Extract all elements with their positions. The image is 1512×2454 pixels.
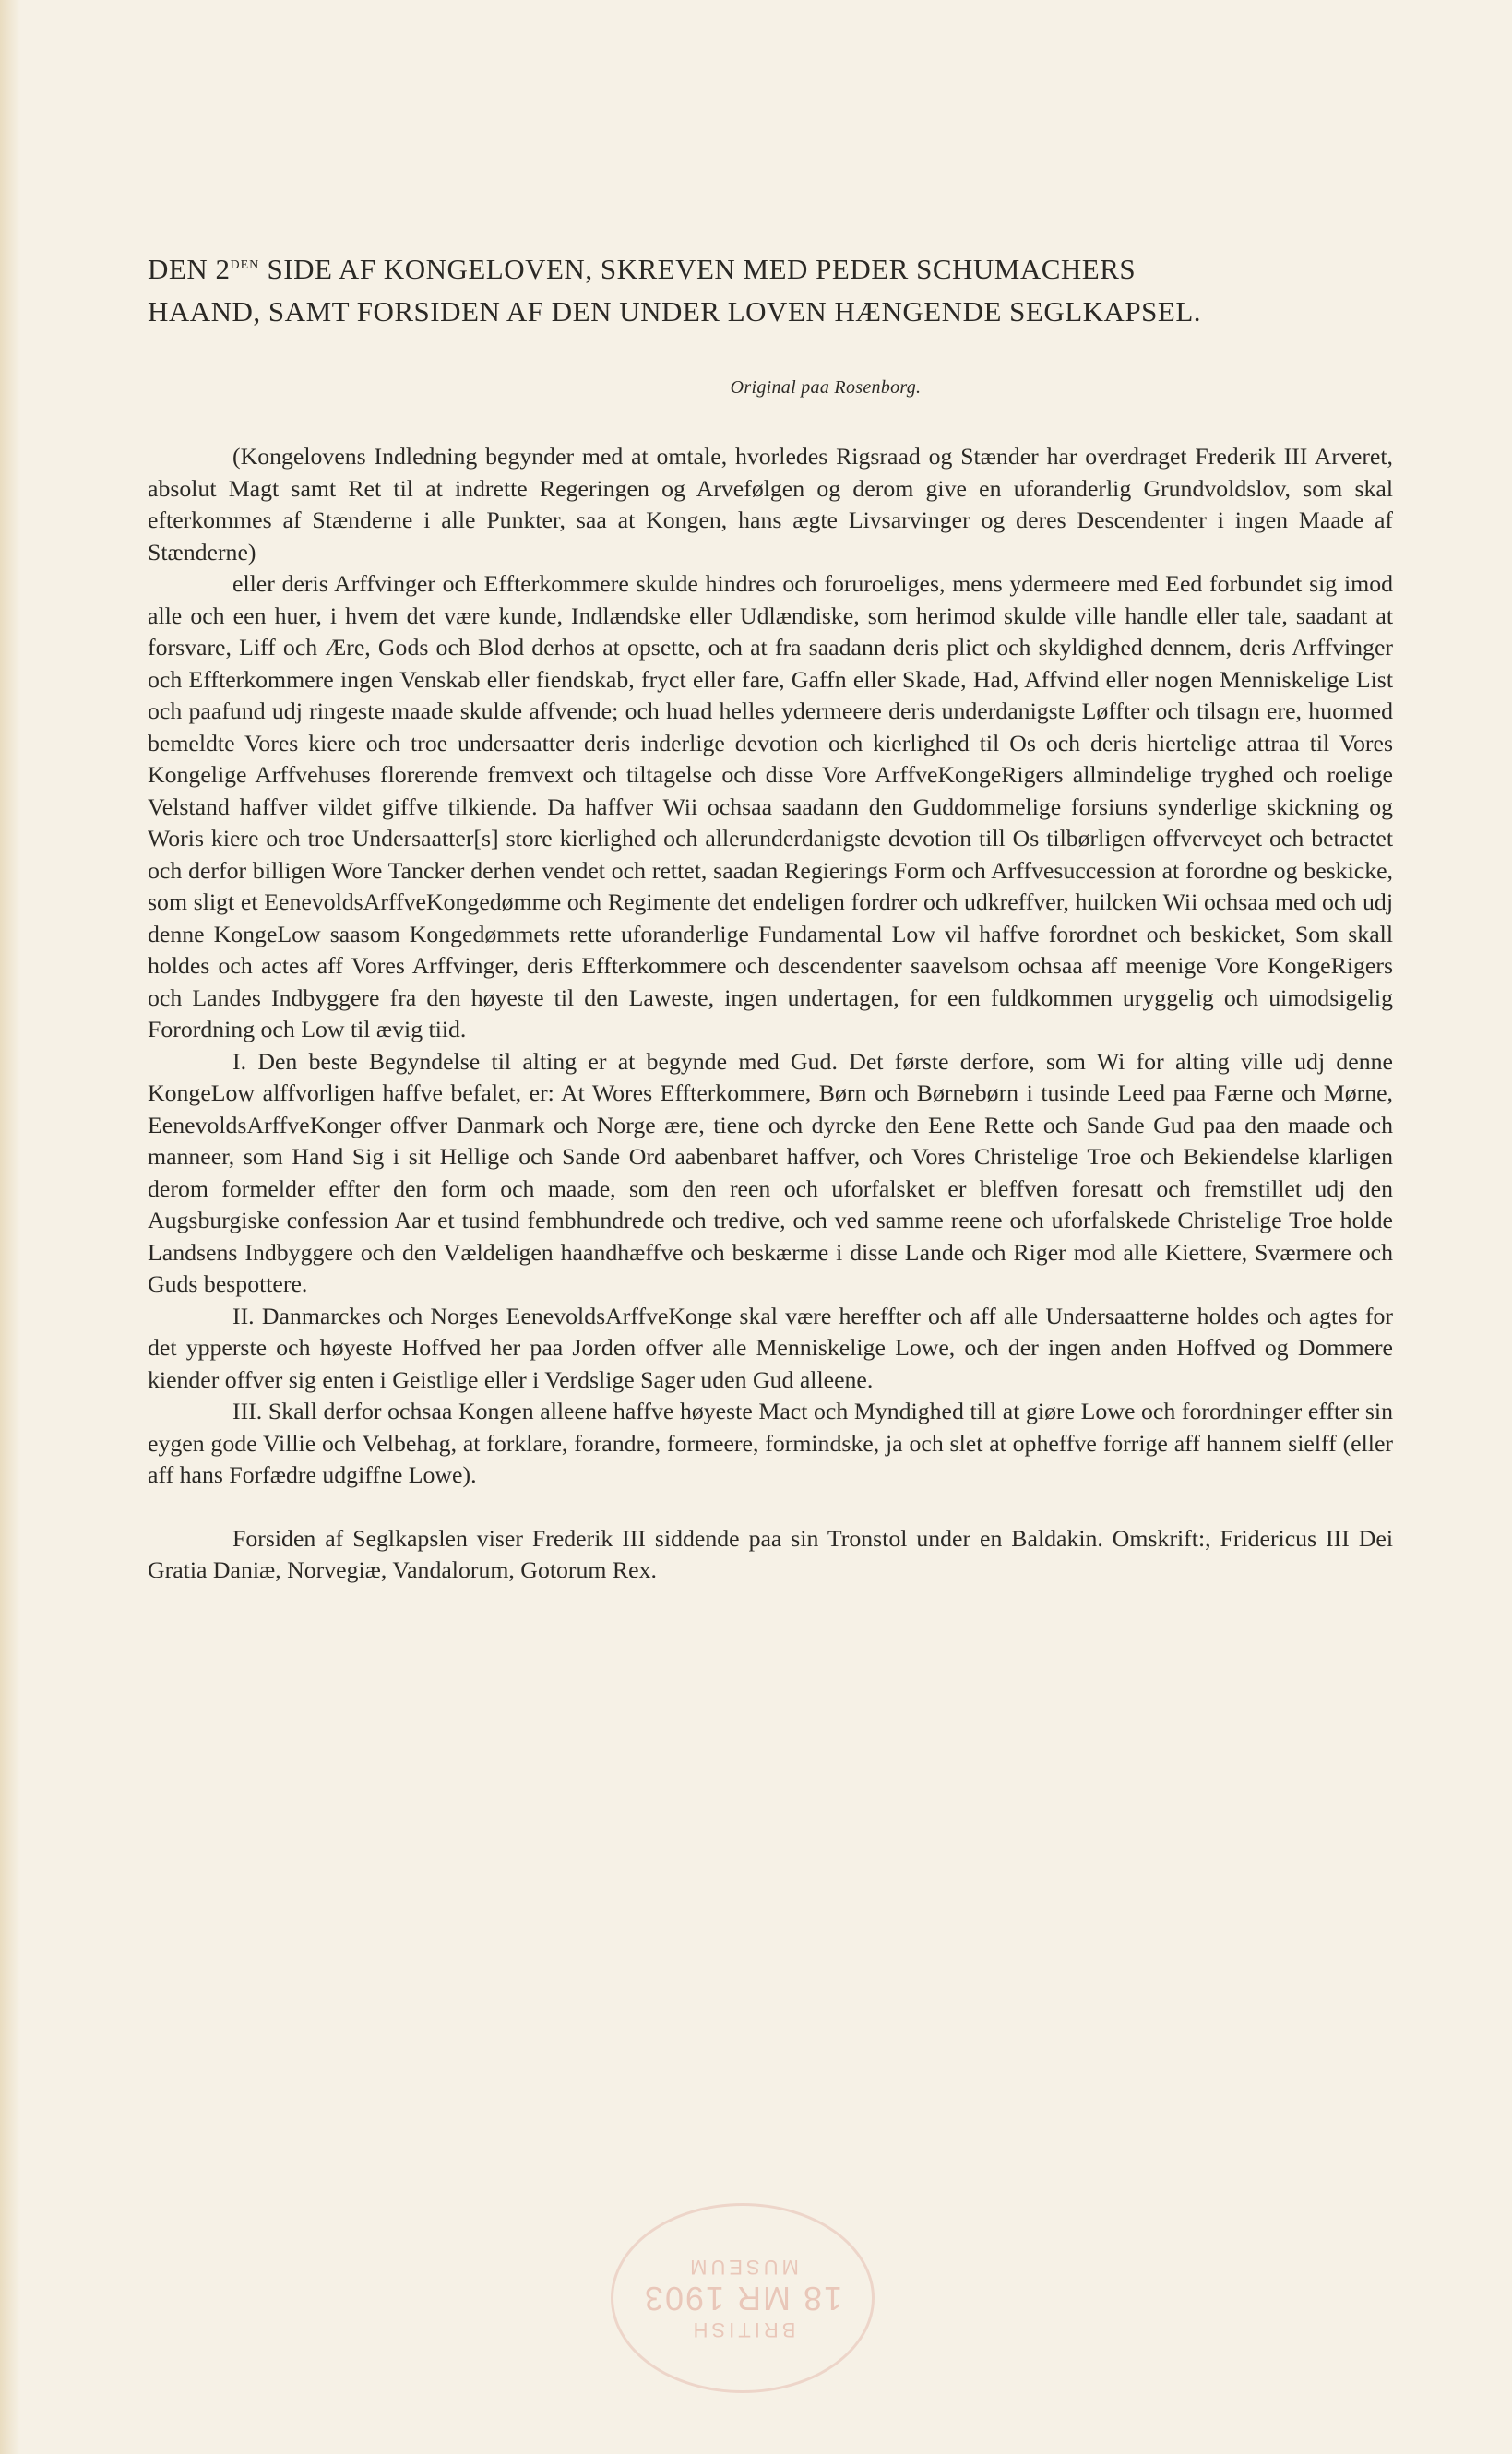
document-heading [148,244,1393,333]
heading-line2: HAAND, SAMT FORSIDEN AF DEN UNDER LOVEN HÆNGENDE SEGLKAPSEL. [148,295,1202,328]
source-note: Original paa Rosenborg. [730,377,922,398]
library-stamp [611,2203,875,2393]
paragraph-preamble: eller deris Arffvinger och Effterkommere skulde hindres och foruroeliges, mens ydermeere med Eed forbundet sig imod alle och een huer, i hvem det være kunde, Indlændske eller Udlændiske, som herimod skulde ville handle eller tale, saadant at forsvare, Liff och Ære, Gods och Blod derhos at opsette, och at fra saadann deris plict och skyldighed dennem, deris Arffvinger och Effterkommere ingen Venskab eller fiendskab, fryct eller fare, Gaffn eller Skade, Had, Affvind eller nogen Menniskelige List och paafund udj ringeste maade skulde affvende; och huad helles ydermeere deris underdanigste Løffter och tilsagn ere, huormed bemeldte Vores kiere och troe undersaatter deris inderlige devotion och kierlighed til Os och deris hiertelige attraa til Vores Kongelige Arffvehuses florerende fremvext och tiltagelse och disse Vore ArffveKongeRigers allmindelige tryghed och roelige Velstand haffver vildet giffve tilkiende. Da haffver Wii ochsaa saadann den Guddommelige forsiuns synderlige skickning og Woris kiere och troe Undersaatter[s] store kierlighed och allerunderdanigste devotion till Os tilbørligen offverveyet och betractet och derfor billigen Wore Tancker derhen vendet och rettet, saadan Regierings Form och Arffvesuccession at forordne og beskicke, som sligt et EenevoldsArffveKongedømme och Regimente det endeligen fordrer och udkreffver, huilcken Wii ochsaa med och udj denne KongeLow saasom Kongedømmets rette uforanderlige Fundamental Low vil haffve forordnet och beskicket, Som skall holdes och actes aff Vores Arffvinger, deris Effterkommere och descendenter saavelsom ochsaa aff meenige Vore KongeRigers och Landes Indbyggere fra den høyeste til den Laweste, ingen undertagen, for een fuldkommen uryggelig och uimodsigelig Forordning och Low til ævig tiid. [148,570,1393,1042]
seal-caption: Forsiden af Seglkapslen viser Frederik III siddende paa sin Tronstol under en Baldakin. Omskrift:, Fridericus III Dei Gratia Daniæ, Norvegiæ, Vandalorum, Gotorum Rex. [148,1524,1393,1583]
heading-line1-end: SIDE AF KONGELOVEN, SKREVEN MED PEDER SCHUMACHERS [259,253,1137,285]
heading-superscript: DEN [230,258,260,272]
document-page [148,244,1393,1587]
stamp-line-3: MUSEUM [686,2256,799,2279]
stamp-line-2: 18 MR 1903 [642,2280,843,2317]
body-text [148,441,1393,1587]
paragraph-article-3: III. Skall derfor ochsaa Kongen alleene haffve høyeste Mact och Myndighed till at giøre Lowe och forordninger effter sin eygen gode Villie och Velbehag, at forklare, forandre, formeere, formindske, ja och slet at opheffve forrige aff hannem sielff (eller aff hans Forfædre udgiffne Lowe). [148,1398,1393,1488]
page-edge-shadow [0,0,20,2454]
stamp-line-1: BRITISH [689,2318,796,2341]
paragraph-article-2: II. Danmarckes och Norges EenevoldsArffveKonge skal være hereffter och aff alle Undersaatterne holdes och agtes for det ypperste och høyeste Hoffved her paa Jorden offver alle Menniskelige Lowe, och der ingen anden Hoffved og Dommere kiender offver sig enten i Geistlige eller i Verdslige Sager uden Gud alleene. [148,1302,1393,1393]
paragraph-article-1: I. Den beste Begyndelse til alting er at begynde med Gud. Det første derfore, som Wi for alting ville udj denne KongeLow alffvorligen haffve befalet, er: At Wores Effterkommere, Børn och Børnebørn i tusinde Leed paa Færne och Mørne, EenevoldsArffveKonger offver Danmark och Norge ære, tiene och dyrcke den Eene Rette och Sande Gud paa den maade och manneer, som Hand Sig i sit Hellige och Sande Ord aabenbaret haffver, och Vores Christelige Troe och Bekiendelse klarligen derom formelder effter den form och maade, som den reen och uforfalsket er bleffven foresatt och fremstillet udj den Augsburgiske confession Aar et tusind fembhundrede och tredive, och ved samme reene och uforfalskede Christelige Troe holde Landsens Indbyggere och den Vældeligen haandhæffve och beskærme i disse Lande och Riger mod alle Kiettere, Sværmere och Guds bespottere. [148,1047,1393,1297]
heading-line1-start: DEN 2 [148,253,231,285]
paragraph-introduction: (Kongelovens Indledning begynder med at omtale, hvorledes Rigsraad og Stænder har overdraget Frederik III Arveret, absolut Magt samt Ret til at indrette Regeringen og Arvefølgen og derom give en uforanderlig Grundvoldslov, som skal efterkommes af Stænderne i alle Punkter, saa at Kongen, hans ægte Livsarvinger og deres Descendenter i ingen Maade af Stænderne) [148,443,1393,566]
